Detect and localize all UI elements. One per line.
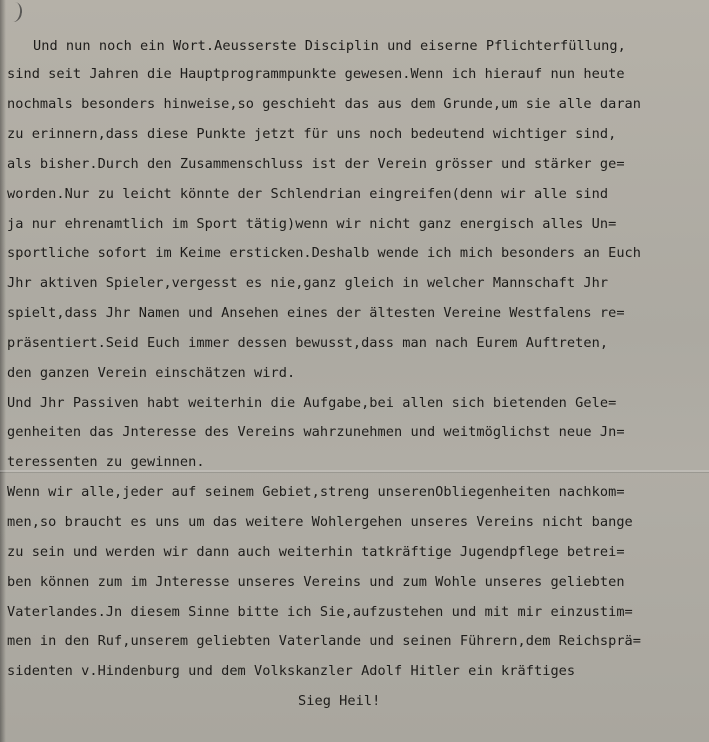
- text-line: sidenten v.Hindenburg und dem Volkskanzler Adolf Hitler ein kräftiges: [7, 663, 576, 679]
- text-line: ja nur ehrenamtlich im Sport tätig)wenn wir nicht ganz energisch alles Un=: [7, 216, 617, 232]
- text-line: Jhr aktiven Spieler,vergesst es nie,ganz gleich in welcher Mannschaft Jhr: [7, 275, 609, 291]
- text-line: als bisher.Durch den Zusammenschluss ist der Verein grösser und stärker ge=: [7, 156, 625, 172]
- text-line: teressenten zu gewinnen.: [7, 454, 205, 470]
- text-line: Und Jhr Passiven habt weiterhin die Aufgabe,bei allen sich bietenden Gele=: [7, 395, 617, 411]
- text-line: nochmals besonders hinweise,so geschieht das aus dem Grunde,um sie alle daran: [7, 96, 642, 112]
- text-line: zu sein und werden wir dann auch weiterhin tatkräftige Jugendpflege betrei=: [7, 544, 625, 560]
- text-line: Vaterlandes.Jn diesem Sinne bitte ich Sie,aufzustehen und mit mir einzustim=: [7, 604, 633, 620]
- text-line: Wenn wir alle,jeder auf seinem Gebiet,streng unserenObliegenheiten nachkom=: [7, 484, 625, 500]
- text-line: zu erinnern,dass diese Punkte jetzt für uns noch bedeutend wichtiger sind,: [7, 126, 617, 142]
- text-line: men,so braucht es uns um das weitere Wohlergehen unseres Vereins nicht bange: [7, 514, 633, 530]
- closing-salute: Sieg Heil!: [298, 693, 381, 709]
- text-line: spielt,dass Jhr Namen und Ansehen eines der ältesten Vereine Westfalens re=: [7, 305, 625, 321]
- text-line: ben können zum im Jnteresse unseres Vereins und zum Wohle unseres geliebten: [7, 574, 625, 590]
- text-line: worden.Nur zu leicht könnte der Schlendrian eingreifen(denn wir alle sind: [7, 186, 609, 202]
- text-line: men in den Ruf,unserem geliebten Vaterlande und seinen Führern,dem Reichsprä=: [7, 633, 642, 649]
- text-line: genheiten das Jnteresse des Vereins wahrzunehmen und weitmöglichst neue Jn=: [7, 424, 625, 440]
- text-line: präsentiert.Seid Euch immer dessen bewusst,dass man nach Eurem Auftreten,: [7, 335, 609, 351]
- text-line: Und nun noch ein Wort.Aeusserste Disciplin und eiserne Pflichterfüllung,: [33, 38, 626, 54]
- text-line: den ganzen Verein einschätzen wird.: [7, 365, 296, 381]
- text-line: sportliche sofort im Keime ersticken.Deshalb wende ich mich besonders an Euch: [7, 245, 642, 261]
- text-line: sind seit Jahren die Hauptprogrammpunkte gewesen.Wenn ich hierauf nun heute: [7, 66, 625, 82]
